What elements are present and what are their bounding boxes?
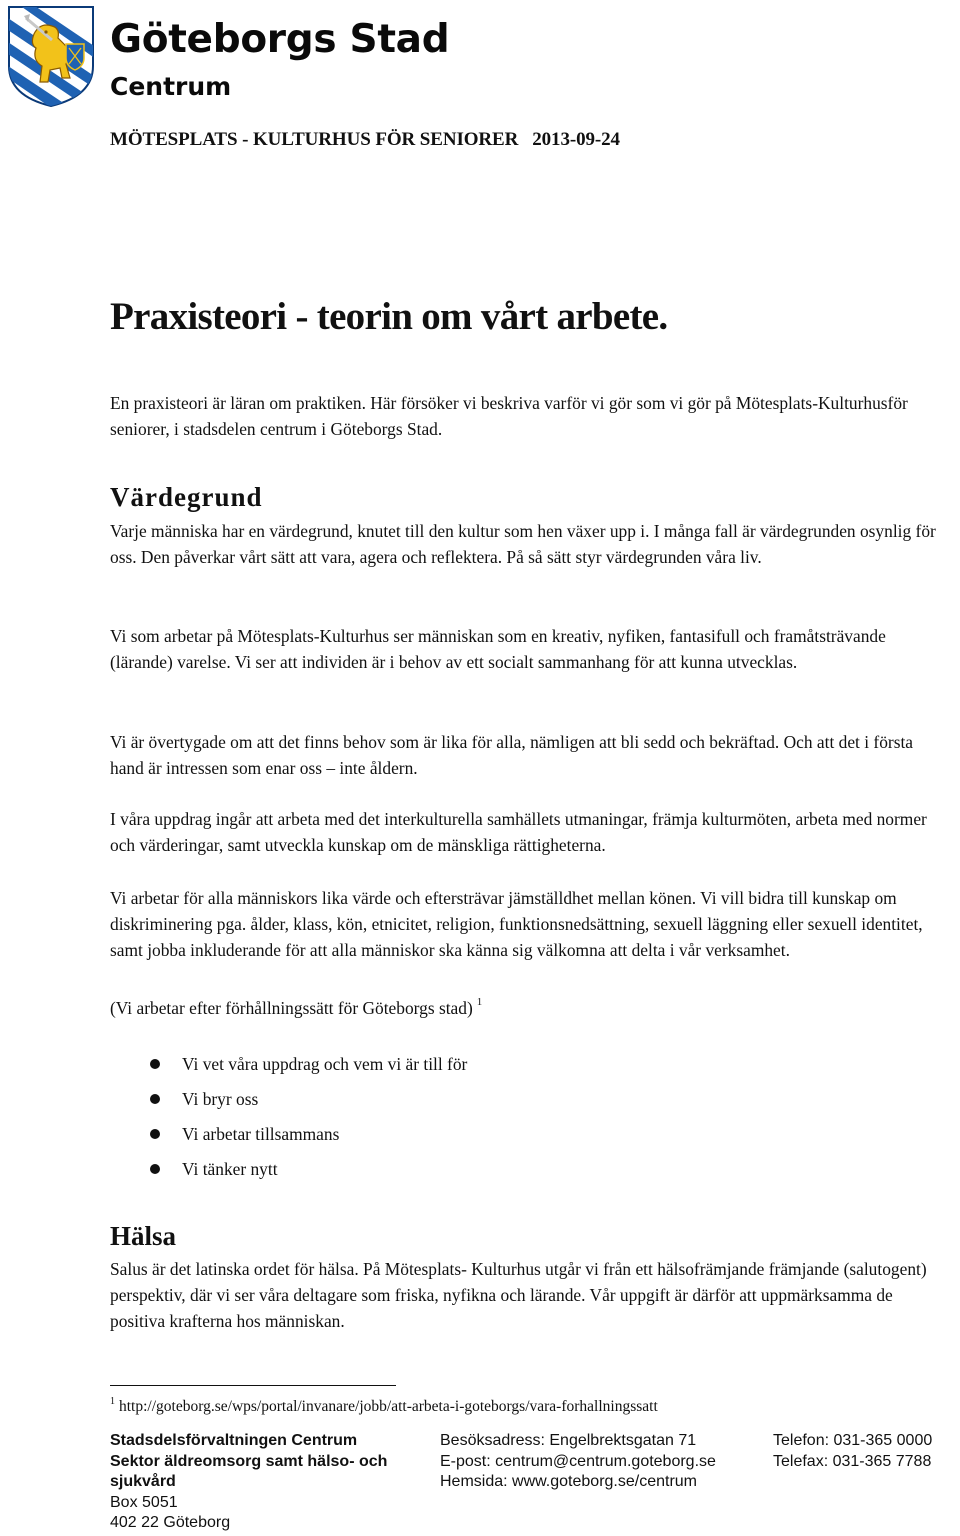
vardegrund-paragraph-4 xyxy=(110,806,940,858)
footnote xyxy=(110,1396,658,1416)
section-heading-vardegrund: Värdegrund xyxy=(110,482,263,512)
footer-email[interactable]: E-post: centrum@centrum.goteborg.se xyxy=(440,1452,716,1470)
vardegrund-paragraph-5 xyxy=(110,885,940,963)
vardegrund-paragraph-2 xyxy=(110,623,940,675)
page-title: Praxisteori - teorin om vårt arbete. xyxy=(110,295,668,338)
document-date: 2013-09-24 xyxy=(532,129,620,150)
vardegrund-paragraph-3 xyxy=(110,729,940,781)
brand-unit: Centrum xyxy=(110,72,232,101)
vardegrund-text-2: Vi som arbetar på Mötesplats-Kulturhus ser människan som en kreativ, nyfiken, fantasifull och framåtsträvande (lärande) varelse. Vi ser att individen är i behov av ett socialt sammanhang för att kunna utvecklas. xyxy=(110,626,886,672)
bullet-icon xyxy=(150,1129,160,1139)
bullet-icon xyxy=(150,1059,160,1069)
vardegrund-text-3: Vi är övertygade om att det finns behov som är lika för alla, nämligen att bli sedd och bekräftad. Och att det i första hand är intressen som enar oss – inte åldern. xyxy=(110,732,914,778)
footer-org: Stadsdelsförvaltningen Centrum xyxy=(110,1432,358,1449)
footer-sector-line1: Sektor äldreomsorg samt hälso- och xyxy=(110,1452,388,1470)
vardegrund-text-1: Varje människa har en värdegrund, knutet till den kultur som hen växer upp i. I många fall är värdegrunden osynlig för oss. Den påverkar vårt sätt att vara, agera och reflektera. På så sätt styr värdegrunden våra liv. xyxy=(110,521,936,567)
bullet-icon xyxy=(150,1164,160,1174)
footnote-link[interactable]: http://goteborg.se/wps/portal/invanare/jobb/att-arbeta-i-goteborgs/vara-forhallningssatt xyxy=(119,1398,658,1415)
footer-contact xyxy=(440,1431,716,1493)
footer-address xyxy=(110,1431,387,1534)
intro-paragraph xyxy=(110,390,940,442)
document-label: MÖTESPLATS - KULTURHUS FÖR SENIORER xyxy=(110,129,519,150)
footnote-marker: 1 xyxy=(476,996,483,1008)
intro-text: En praxisteori är läran om praktiken. Här försöker vi beskriva varför vi gör som vi gör på Mötesplats-Kulturhusför seniorer, i stadsdelen centrum i Göteborgs Stad. xyxy=(110,393,908,439)
brand-name: Göteborgs Stad xyxy=(110,17,450,62)
vardegrund-text-5: Vi arbetar för alla människors lika värde och eftersträvar jämställdhet mellan könen. Vi vill bidra till kunskap om diskriminering pga. ålder, klass, kön, etnicitet, religion, funktionsnedsättning, sexuell läggning eller sexuell identitet, samt jobba inkluderande för att alla människor ska känna sig välkomna att delta i vår verksamhet. xyxy=(110,888,923,960)
city-crest-logo xyxy=(6,4,96,108)
footnote-divider xyxy=(110,1385,396,1386)
footer-postal: 402 22 Göteborg xyxy=(110,1514,231,1531)
footer-fax: Telefax: 031-365 7788 xyxy=(773,1452,932,1470)
reference-text: (Vi arbetar efter förhållningssätt för Göteborgs stad) xyxy=(110,998,473,1018)
footer-sector-line2: sjukvård xyxy=(110,1473,176,1490)
footer-visit: Besöksadress: Engelbrektsgatan 71 xyxy=(440,1432,697,1449)
vardegrund-paragraph-6 xyxy=(110,989,940,1021)
bullet-icon xyxy=(150,1094,160,1104)
footnote-number: 1 xyxy=(110,1396,115,1407)
footer-box: Box 5051 xyxy=(110,1493,178,1511)
footer-telephone: Telefon: 031-365 0000 xyxy=(773,1432,933,1449)
vardegrund-text-4: I våra uppdrag ingår att arbeta med det interkulturella samhällets utmaningar, främja kulturmöten, arbeta med normer och värderingar, samt utveckla kunskap om de mänskliga rättigheterna. xyxy=(110,809,927,855)
footer-web[interactable]: Hemsida: www.goteborg.se/centrum xyxy=(440,1473,697,1490)
footer-phone xyxy=(773,1431,932,1472)
halsa-paragraph-1 xyxy=(110,1256,940,1334)
vardegrund-paragraph-1 xyxy=(110,518,940,570)
document-header xyxy=(110,129,620,151)
section-heading-halsa: Hälsa xyxy=(110,1221,177,1251)
halsa-text-1: Salus är det latinska ordet för hälsa. På Mötesplats- Kulturhus utgår vi från ett hälsofrämjande främjande (salutogent) perspektiv, där vi ser våra deltagare som friska, nyfikna och lärande. Vår uppgift är därför att uppmärksamma de positiva krafterna hos människan. xyxy=(110,1259,927,1331)
